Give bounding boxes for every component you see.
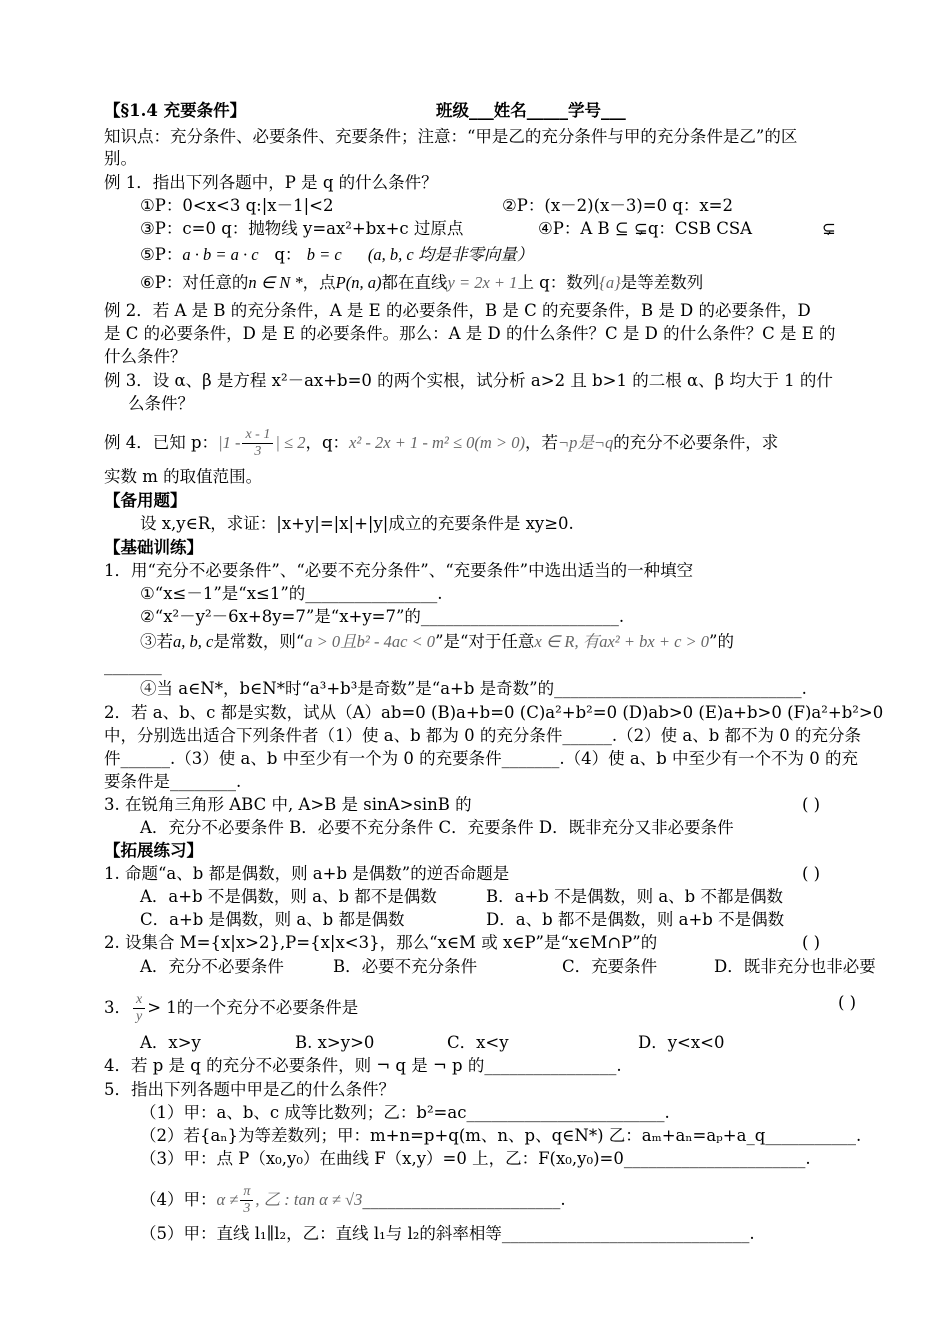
example-1-item-3: ③P：c=0 q：抛物线 y=ax²+bx+c 过原点 (140, 219, 464, 238)
example-1-item-4: ④P：A B ⊆ ⊊q：CSB CSA (538, 219, 753, 238)
extend-q3-option-b: B. x>y>0 (295, 1033, 375, 1052)
basic-q2-line-4: 要条件是________. (104, 772, 242, 791)
basic-q3-options: A．充分不必要条件 B．必要不充分条件 C．充要条件 D．既非充分又非必要条件 (140, 818, 734, 837)
knowledge-line-2: 别。 (104, 149, 137, 168)
basic-heading: 【基础训练】 (104, 538, 203, 557)
subset-symbol: ⊊ (822, 219, 836, 238)
basic-q1: 1．用“充分不必要条件”、“必要不充分条件”、“充要条件”中选出适当的一种填空 (104, 561, 694, 580)
fraction: $\frac{x}{y}$ (133, 992, 145, 1025)
example-4-line-2: 实数 m 的取值范围。 (104, 467, 263, 486)
example-2-line-2: 是 C 的必要条件，D 是 E 的必要条件。那么：A 是 D 的什么条件？C 是 D 的什么条件？C 是 E 的 (104, 324, 836, 343)
basic-q3: 3. 在锐角三角形 ABC 中, A>B 是 sinA>sinB 的 (104, 795, 472, 814)
example-1-item-6: ⑥P：对任意的n ∈ N *，点P(n, a)都在直线y = 2x + 1上 q：数列{a}是等差数列 (140, 273, 704, 292)
example-3-line-2: 么条件？ (128, 394, 194, 413)
extend-q1-option-d: D．a、b 都不是偶数，则 a+b 不是偶数 (486, 910, 785, 929)
example-3-line-1: 例 3．设 α、β 是方程 x²－ax+b=0 的两个实根，试分析 a>2 且 b>1 的二根 α、β 均大于 1 的什 (104, 371, 833, 390)
knowledge-line-1: 知识点：充分条件、必要条件、充要条件；注意：“甲是乙的充分条件与甲的充分条件是乙”的区 (104, 127, 798, 146)
extend-q1-option-b: B．a+b 不是偶数，则 a、b 不都是偶数 (486, 887, 783, 906)
extend-q3-option-d: D．y<x<0 (638, 1033, 725, 1052)
extend-q1: 1. 命题“a、b 都是偶数，则 a+b 是偶数”的逆否命题是 (104, 864, 510, 883)
extend-heading: 【拓展练习】 (104, 841, 203, 860)
extend-q2: 2. 设集合 M={x|x>2},P={x|x<3}，那么“x∈M 或 x∈P”是“x∈M∩P”的 (104, 933, 658, 952)
extend-q2-option-a: A．充分不必要条件 (140, 957, 284, 976)
extend-q2-option-d: D．既非充分也非必要 (714, 957, 876, 976)
answer-paren: ( ) (838, 993, 857, 1012)
extend-q2-option-b: B．必要不充分条件 (333, 957, 478, 976)
example-1-item-1: ①P：0<x<3 q:|x－1|<2 (140, 196, 334, 215)
extend-q5-4: （4）甲：α ≠ $\frac{\pi}{3}$ , 乙 : tan α ≠ √3________________________. (140, 1184, 566, 1216)
student-info-line: 班级___姓名_____学号___ (436, 101, 626, 120)
answer-paren: ( ) (802, 864, 821, 883)
basic-q1-3-blank: _______ (104, 656, 162, 675)
example-1-item-2: ②P：(x－2)(x－3)=0 q：x=2 (502, 196, 734, 215)
basic-q1-2: ②“x²－y²－6x+8y=7”是“x+y=7”的________________________. (140, 607, 625, 626)
fraction: $\frac{x - 1}{3}$ (242, 427, 273, 460)
answer-paren: ( ) (802, 795, 821, 814)
example-4-line-1: 例 4．已知 p：|1 - $\frac{x - 1}{3}$ | ≤ 2，q：x² - 2x + 1 - m² ≤ 0(m > 0)，若¬p是¬q的充分不必要条件，求 (104, 427, 779, 459)
extend-q4: 4．若 p 是 q 的充分不必要条件，则 ¬ q 是 ¬ p 的________________. (104, 1056, 622, 1075)
extend-q5-3: （3）甲：点 P（x₀,y₀）在曲线 F（x,y）=0 上，乙：F(x₀,y₀)=0______________________. (140, 1149, 811, 1168)
extend-q3: 3． $\frac{x}{y}$ > 1的一个充分不必要条件是 (104, 992, 359, 1024)
example-2-line-1: 例 2．若 A 是 B 的充分条件，A 是 E 的必要条件，B 是 C 的充要条件，B 是 D 的必要条件，D (104, 301, 811, 320)
example-1-item-5: ⑤P：a · b = a · c q： b = c (a, b, c 均是非零向量） (140, 245, 534, 264)
basic-q1-3: ③若a, b, c是常数，则“a > 0且b² - 4ac < 0”是“对于任意x ∈ R, 有ax² + bx + c > 0”的 (140, 632, 734, 651)
extend-q5: 5．指出下列各题中甲是乙的什么条件？ (104, 1080, 395, 1099)
fraction: $\frac{\pi}{3}$ (240, 1184, 253, 1217)
extend-q1-option-c: C．a+b 是偶数，则 a、b 都是偶数 (140, 910, 405, 929)
extend-q2-option-c: C．充要条件 (562, 957, 658, 976)
backup-heading: 【备用题】 (104, 491, 187, 510)
basic-q2-line-2: 中，分别选出适合下列条件者（1）使 a、b 都为 0 的充分条件______.（2）使 a、b 都不为 0 的充分条 (104, 726, 861, 745)
basic-q2-line-3: 件______.（3）使 a、b 中至少有一个为 0 的充要条件_______.（4）使 a、b 中至少有一个不为 0 的充 (104, 749, 858, 768)
basic-q1-1: ①“x≤－1”是“x≤1”的________________. (140, 584, 443, 603)
answer-paren: ( ) (802, 933, 821, 952)
basic-q2-line-1: 2．若 a、b、c 都是实数，试从（A）ab=0 (B)a+b=0 (C)a²+b²=0 (D)ab>0 (E)a+b>0 (F)a²+b²>0 (104, 703, 884, 722)
extend-q5-1: （1）甲：a、b、c 成等比数列；乙：b²=ac________________________. (140, 1103, 670, 1122)
page-title: 【§1.4 充要条件】 (104, 101, 247, 120)
extend-q1-option-a: A．a+b 不是偶数，则 a、b 都不是偶数 (140, 887, 437, 906)
extend-q5-2: （2）若{aₙ}为等差数列；甲：m+n=p+q(m、n、p、q∈N*) 乙：aₘ+aₙ=aₚ+a_q___________. (140, 1126, 862, 1145)
extend-q3-option-c: C．x<y (447, 1033, 509, 1052)
basic-q1-4: ④当 a∈N*，b∈N*时“a³+b³是奇数”是“a+b 是奇数”的______________________________. (140, 679, 807, 698)
example-2-line-3: 什么条件？ (104, 347, 187, 366)
extend-q3-option-a: A．x>y (140, 1033, 201, 1052)
example-1-title: 例 1．指出下列各题中，P 是 q 的什么条件？ (104, 173, 438, 192)
extend-q5-5: （5）甲：直线 l₁∥l₂，乙：直线 l₁与 l₂的斜率相等______________________________. (140, 1224, 755, 1243)
backup-text: 设 x,y∈R，求证：|x+y|=|x|+|y|成立的充要条件是 xy≥0. (140, 514, 574, 533)
